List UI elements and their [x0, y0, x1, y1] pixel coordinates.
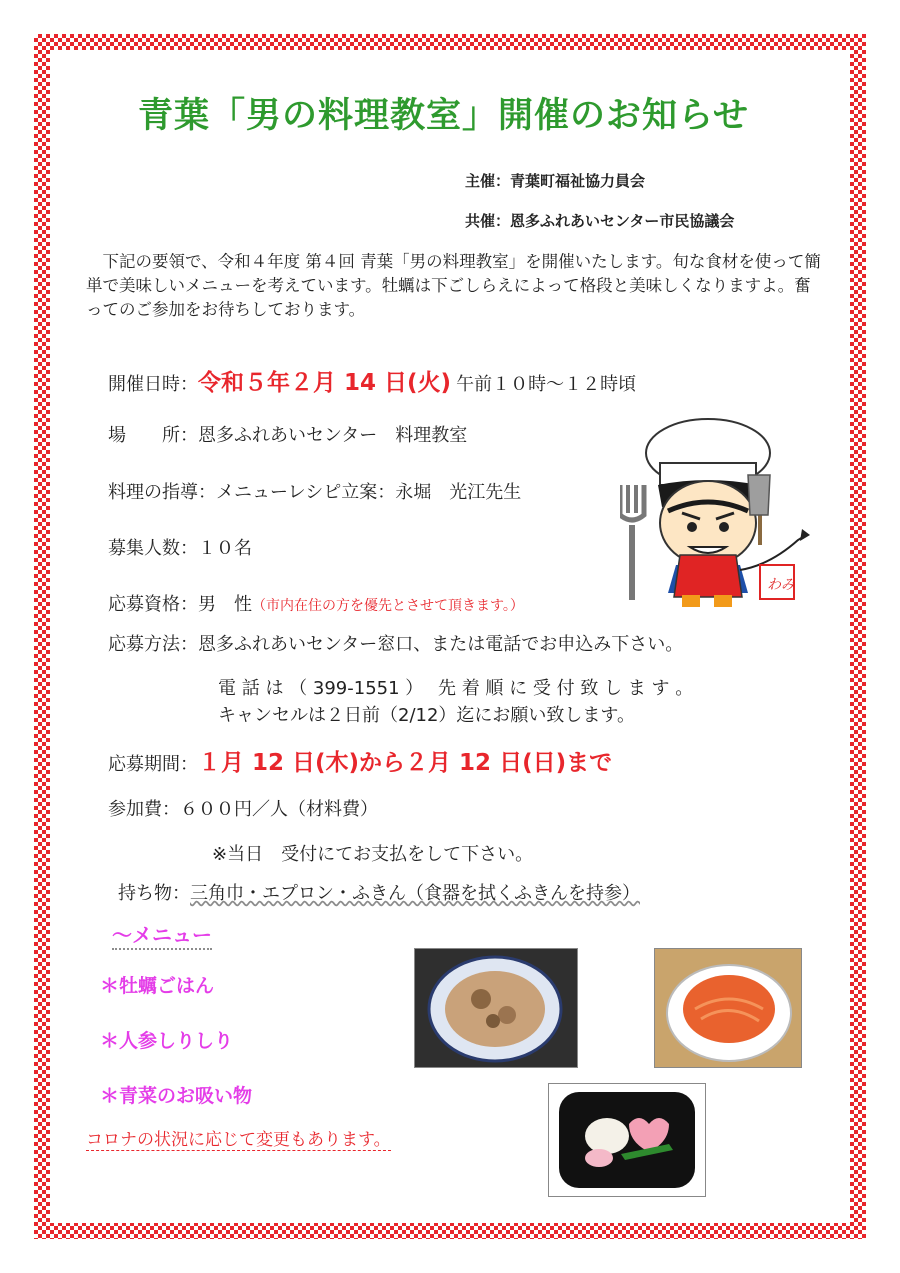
page-title: 青葉「男の料理教室」開催のお知らせ: [138, 96, 749, 136]
intro-paragraph: 下記の要領で、令和４年度 第４回 青葉「男の料理教室」を開催いたします。旬な食材を使って簡単で美味しいメニューを考えています。牡蠣は下ごしらえによって格段と美味しくなりますよ。奮ってのご参加をお待ちしております。: [86, 252, 821, 319]
date-time: 午前１０時～１２時頃: [456, 374, 637, 395]
menu-heading: ～メニュー: [112, 919, 212, 950]
menu-item-carrot: ＊人参しりしり: [100, 1030, 234, 1052]
svg-text:わみ: わみ: [767, 577, 795, 593]
clear-soup-image: [549, 1084, 705, 1196]
belongings-row: [118, 879, 640, 905]
oyster-rice-photo: [414, 948, 578, 1068]
event-date-row: [108, 364, 636, 397]
capacity-row: 募集人数：１０名: [108, 538, 252, 559]
period-value: １月 12 日(木)から２月 12 日(日)まで: [198, 750, 613, 776]
cohost-organizer: 共催：恩多ふれあいセンター市民協議会: [465, 212, 735, 230]
fee-row: 参加費：６００円／人（材料費）: [108, 799, 378, 820]
instructor-row: 料理の指導：メニューレシピ立案：永堀 光江先生: [108, 482, 522, 503]
phone-row: 電 話 は （ 399-1551 ） 先 着 順 に 受 付 致 し ま す 。: [218, 678, 694, 699]
carrot-shirishiri-photo: [654, 948, 802, 1068]
chef-mascot-illustration: [620, 415, 820, 610]
menu-item-oyster-rice: ＊牡蠣ごはん: [100, 975, 215, 997]
application-method-row: 応募方法：恩多ふれあいセンター窓口、または電話でお申込み下さい。: [108, 634, 684, 655]
belongings-value: 三角巾・エプロン・ふきん（食器を拭くふきんを持参）: [190, 883, 640, 904]
eligibility-label: 応募資格：男 性: [108, 594, 252, 615]
cancel-row: キャンセルは２日前（2/12）迄にお願い致します。: [218, 705, 635, 726]
eligibility-row: [108, 590, 524, 616]
fee-note: ※当日 受付にてお支払をして下さい。: [212, 844, 534, 865]
carrot-shirishiri-image: [655, 949, 801, 1067]
application-period-row: [108, 744, 612, 777]
menu-item-soup: ＊青菜のお吸い物: [100, 1085, 253, 1107]
belongings-label: 持ち物：: [118, 883, 190, 904]
oyster-rice-image: [415, 949, 577, 1067]
host-organizer: 主催：青葉町福祉協力員会: [465, 172, 646, 190]
date-value: 令和５年２月 14 日(火): [198, 370, 452, 396]
clear-soup-photo: [548, 1083, 706, 1197]
eligibility-note: （市内在住の方を優先とさせて頂きます。）: [252, 598, 524, 614]
change-notice: コロナの状況に応じて変更もあります。: [86, 1125, 391, 1151]
place-row: 場 所：恩多ふれあいセンター 料理教室: [108, 425, 468, 446]
period-label: 応募期間：: [108, 754, 198, 775]
date-label: 開催日時：: [108, 374, 198, 395]
